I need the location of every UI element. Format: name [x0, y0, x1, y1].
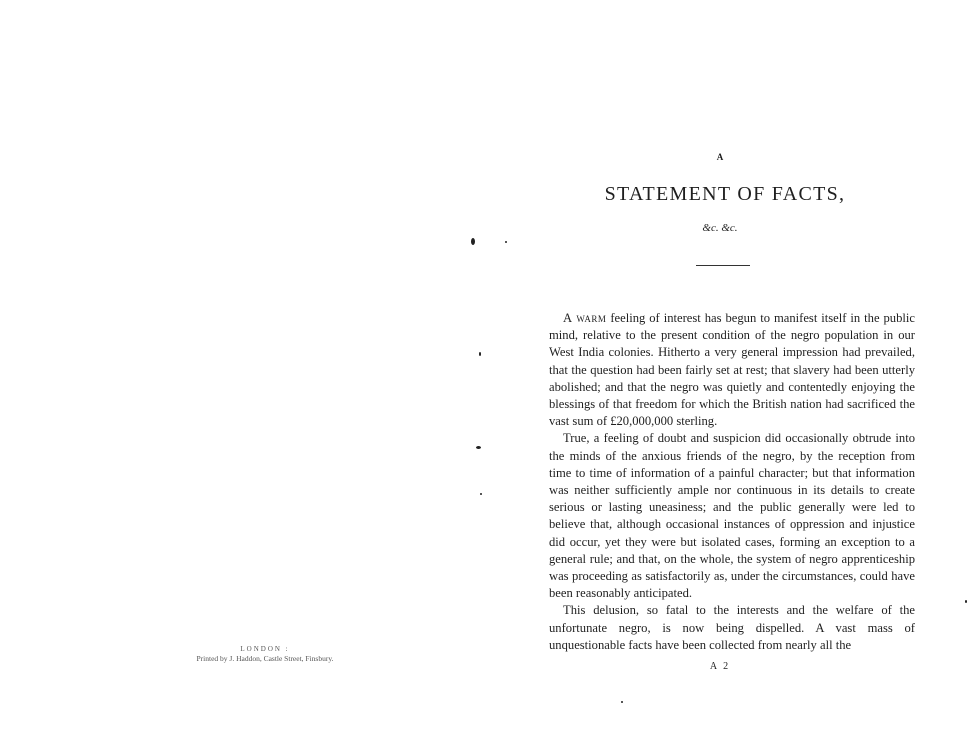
signature-mark: A 2 [709, 661, 731, 672]
page-subtitle: &c. &c. [702, 222, 738, 234]
imprint-printer: Printed by J. Haddon, Castle Street, Finsbury. [196, 654, 334, 663]
page-title: STATEMENT OF FACTS, [604, 183, 846, 205]
paragraph-1 [549, 310, 915, 430]
title-kicker: A [716, 152, 724, 162]
paragraph-2-text: True, a feeling of doubt and suspicion did occasionally obtrude into the minds of the anxious friends of the negro, by the reception from time to time of information of a painful character; but that information was neither sufficiently ample nor continuous in its details to create serious or lasting uneasiness; and the public generally were led to believe that, although occasional instances of oppression and injustice did occur, yet they were but isolated cases, forming an exception to a general rule; and that, on the whole, the system of negro apprenticeship was proceeding as satisfactorily as, under the circumstances, could have been reasonably anticipated. [549, 431, 915, 601]
paragraph-3-text: This delusion, so fatal to the interests and the welfare of the unfortunate negro, is now being dispelled. A vast mass of unquestionable facts have been collected from nearly all the [549, 603, 915, 652]
ink-speck [476, 446, 481, 449]
ink-speck [965, 600, 967, 603]
paragraph-1-lead: A warm [563, 311, 607, 325]
imprint [150, 644, 380, 664]
paragraph-1-text: feeling of interest has begun to manifest itself in the public mind, relative to the present condition of the negro population in our West India colonies. Hitherto a very general impression had prevailed, that the question had been fairly set at rest; that slavery had been utterly abolished; and that the negro was quietly and contentedly enjoying the blessings of that freedom for which the British nation had sacrificed the vast sum of £20,000,000 sterling. [549, 311, 915, 429]
imprint-city: LONDON : [240, 645, 290, 653]
paragraph-2 [549, 430, 915, 602]
ink-speck [480, 493, 482, 495]
body-text [549, 310, 915, 654]
title-rule [696, 265, 750, 266]
ink-speck [621, 701, 623, 703]
ink-speck [479, 352, 481, 356]
paragraph-3 [549, 602, 915, 654]
ink-speck [505, 241, 507, 243]
ink-speck [471, 238, 475, 245]
